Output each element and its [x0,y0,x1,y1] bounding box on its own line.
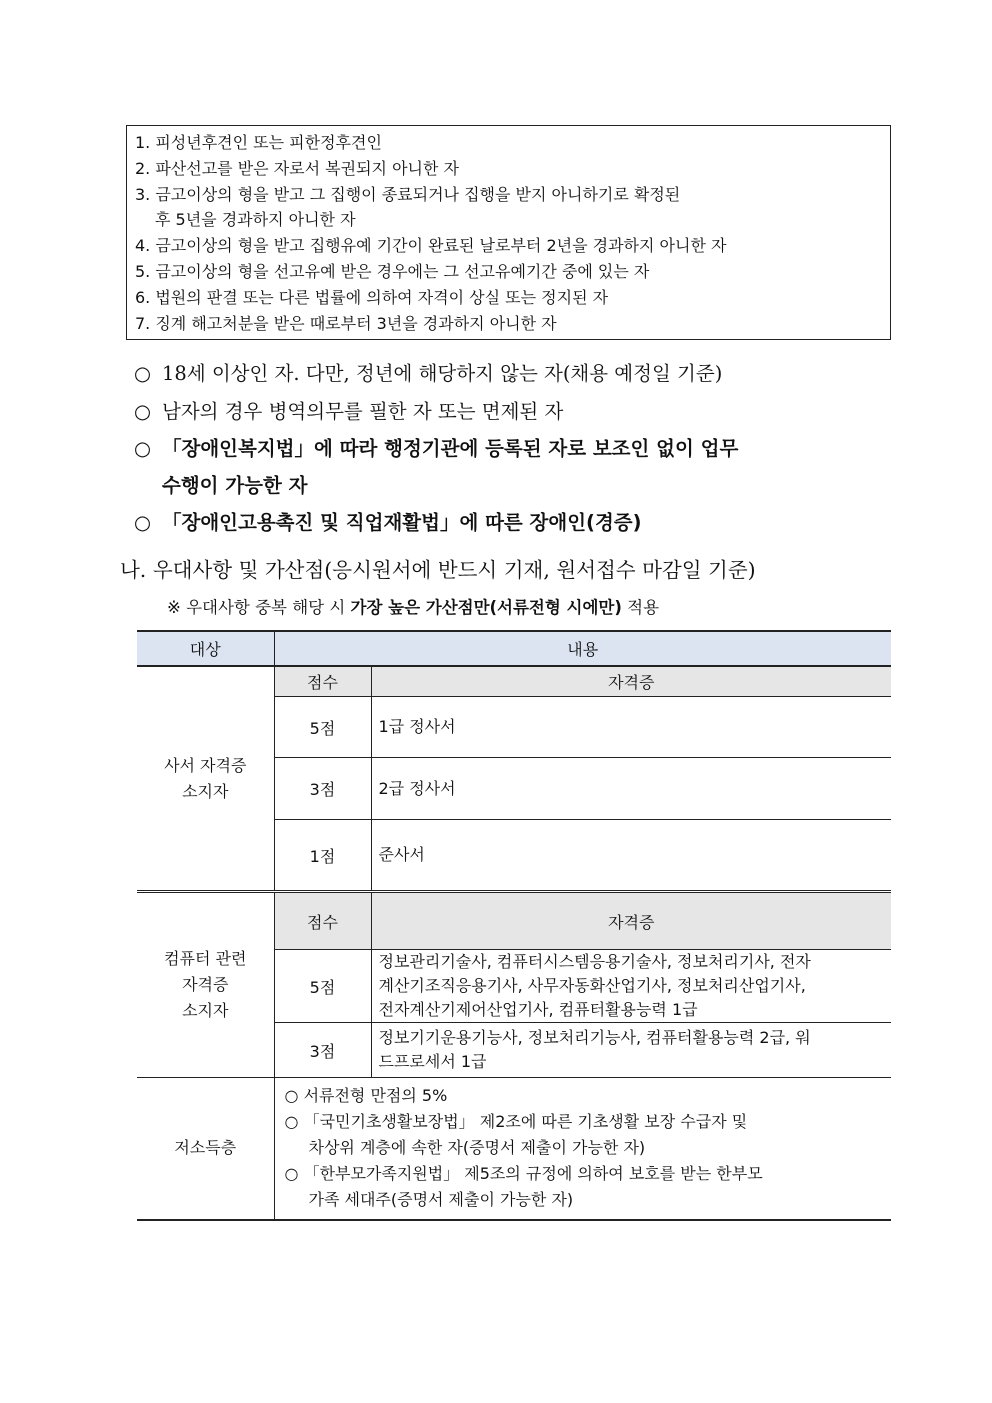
score-cell: 3점 [274,1023,371,1078]
table-header-row [137,631,891,666]
bullet-marker: ○ [134,437,152,460]
license-cell [371,1023,891,1078]
category-computer [137,892,274,1078]
bullet-marker: ○ [134,511,152,534]
disqualification-item: 4. 금고이상의 형을 받고 집행유예 기간이 완료된 날로부터 2년을 경과하지 아니한 자 [135,236,727,256]
disqualification-item: 1. 피성년후견인 또는 피한정후견인 [135,133,382,152]
note-bold: 가장 높은 가산점만(서류전형 시에만) [350,598,622,617]
sub-score: 점수 [274,666,371,697]
note-suffix: 적용 [621,598,660,617]
bullet-marker: ○ [284,1086,299,1106]
license-line: 정보관리기술사, 컴퓨터시스템응용기술사, 정보처리기사, 전자 [378,952,811,971]
section-note [167,594,659,618]
requirement-text: 수행이 가능한 자 [162,474,308,497]
requirement-item [134,507,642,535]
bullet-marker: ○ [284,1112,299,1132]
license-cell: 준사서 [371,820,891,892]
license-line: 드프로세서 1급 [378,1052,487,1071]
header-content: 내용 [274,631,891,666]
license-cell: 2급 정사서 [371,758,891,820]
category-text: 자격증 [182,975,229,994]
income-item [285,1083,882,1109]
low-income-content [274,1078,891,1220]
table-row [137,1078,891,1220]
disqualification-item: 5. 금고이상의 형을 선고유예 받은 경우에는 그 선고유예기간 중에 있는 자 [135,261,650,281]
bullet-marker: ○ [134,400,152,423]
bonus-table [137,630,891,1221]
disqualification-item: 3. 금고이상의 형을 받고 그 집행이 종료되거나 집행을 받지 아니하기로 확정된 [135,184,681,204]
income-item [285,1109,882,1161]
requirement-text: 「장애인복지법」에 따라 행정기관에 등록된 자로 보조인 없이 업무 [162,437,739,460]
income-text: 가족 세대주(증명서 제출이 가능한 자) [308,1190,574,1210]
requirement-text: 18세 이상인 자. 다만, 정년에 해당하지 않는 자(채용 예정일 기준) [162,362,723,385]
table-subheader-row [137,666,891,697]
disqualification-box [126,125,891,340]
section-title: 나. 우대사항 및 가산점(응시원서에 반드시 기재, 원서접수 마감일 기준) [120,558,756,582]
sub-score: 점수 [274,892,371,950]
bullet-marker: ○ [284,1164,299,1184]
sub-license: 자격증 [371,666,891,697]
income-item [285,1161,882,1213]
income-text: 「한부모가족지원법」 제5조의 규정에 의하여 보호를 받는 한부모 [303,1164,763,1184]
requirement-item-cont [162,470,307,498]
income-text: 차상위 계층에 속한 자(증명서 제출이 가능한 자) [308,1138,646,1158]
disqualification-item: 7. 징계 해고처분을 받은 때로부터 3년을 경과하지 아니한 자 [135,313,557,333]
income-text: 서류전형 만점의 5% [303,1086,448,1106]
score-cell: 1점 [274,820,371,892]
requirement-text: 남자의 경우 병역의무를 필한 자 또는 면제된 자 [162,400,564,423]
license-line: 계산기조직응용기사, 사무자동화산업기사, 정보처리산업기사, [378,976,806,995]
requirement-text: 「장애인고용촉진 및 직업재활법」에 따른 장애인(경증) [162,511,642,534]
bullet-marker: ○ [134,362,152,385]
license-cell [371,950,891,1023]
category-low-income: 저소득층 [137,1078,274,1220]
score-cell: 5점 [274,697,371,758]
license-cell: 1급 정사서 [371,697,891,758]
note-prefix: ※ 우대사항 중복 해당 시 [167,598,351,617]
requirement-item [134,358,722,386]
category-text: 사서 자격증 [164,755,247,775]
sub-license: 자격증 [371,892,891,950]
disqualification-item: 6. 법원의 판결 또는 다른 법률에 의하여 자격이 상실 또는 정지된 자 [135,287,609,307]
header-target: 대상 [137,631,274,666]
score-cell: 3점 [274,758,371,820]
category-text: 소지자 [182,781,229,801]
disqualification-item-cont: 후 5년을 경과하지 아니한 자 [155,210,356,230]
disqualification-item: 2. 파산선고를 받은 자로서 복권되지 아니한 자 [135,158,459,178]
table-subheader-row [137,892,891,950]
category-librarian [137,666,274,892]
license-line: 전자계산기제어산업기사, 컴퓨터활용능력 1급 [378,1000,698,1019]
category-text: 컴퓨터 관련 [164,949,247,968]
requirement-item [134,433,738,461]
license-line: 정보기기운용기능사, 정보처리기능사, 컴퓨터활용능력 2급, 워 [378,1028,811,1047]
score-cell: 5점 [274,950,371,1023]
category-text: 소지자 [182,1001,229,1020]
requirement-item [134,396,563,424]
income-text: 「국민기초생활보장법」 제2조에 따른 기초생활 보장 수급자 및 [303,1112,748,1132]
